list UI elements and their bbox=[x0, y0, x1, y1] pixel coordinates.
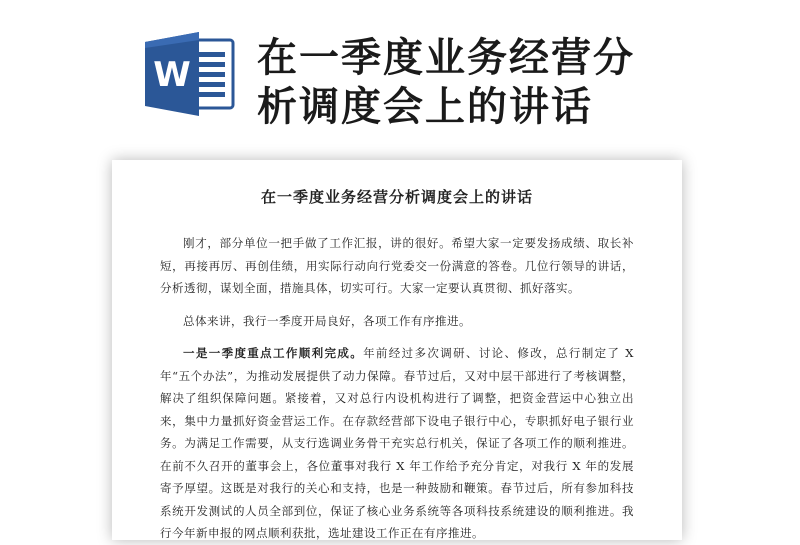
word-document-icon bbox=[143, 30, 235, 118]
page-title bbox=[257, 34, 737, 132]
paragraph-text: 总体来讲，我行一季度开局良好，各项工作有序推进。 bbox=[183, 313, 471, 328]
word-icon-letter: W bbox=[153, 55, 191, 95]
paragraph-text: 刚才，部分单位一把手做了工作汇报，讲的很好。希望大家一定要发扬成绩、取长补短，再接再厉、再创佳绩，用实际行动向行党委交一份满意的答卷。几位行领导的讲话，分析透彻，谋划全面，措施具体，切实可行。大家一定要认真贯彻、抓好落实。 bbox=[160, 236, 634, 295]
paragraph bbox=[160, 232, 634, 300]
paragraph-text: 年前经过多次调研、讨论、修改，总行制定了 X 年“五个办法”，为推动发展提供了动力保障。春节过后，又对中层干部进行了考核调整，解决了组织保障问题。紧接着，又对总行内设机构进行了调整，把资金营运中心独立出来，集中力量抓好资金营运工作。在存款经营部下设电子银行中心，专职抓好电子银行业务。为满足工作需要，从支行选调业务骨干充实总行机关，保证了各项工作的顺利推进。在前不久召开的董事会上，各位董事对我行 X 年工作给予充分肯定，对我行 X 年的发展寄予厚望。这既是对我行的关心和支持，也是一种鼓励和鞭策。春节过后，所有参加科技系统开发测试的人员全部到位，保证了核心业务系统等各项科技系统建设的顺利推进。我行今年新申报的网点顺利获批，选址建设工作正在有序推进。 bbox=[160, 346, 634, 540]
page-title-line-1: 在一季度业务经营分 bbox=[257, 35, 635, 81]
document-title: 在一季度业务经营分析调度会上的讲话 bbox=[260, 188, 533, 206]
document-page bbox=[112, 160, 682, 540]
paragraph bbox=[160, 310, 634, 333]
header bbox=[0, 0, 800, 150]
page-title-line-2: 析调度会上的讲话 bbox=[257, 84, 593, 130]
paragraph bbox=[160, 342, 634, 545]
paragraph-lead: 一是一季度重点工作顺利完成。 bbox=[183, 346, 364, 360]
